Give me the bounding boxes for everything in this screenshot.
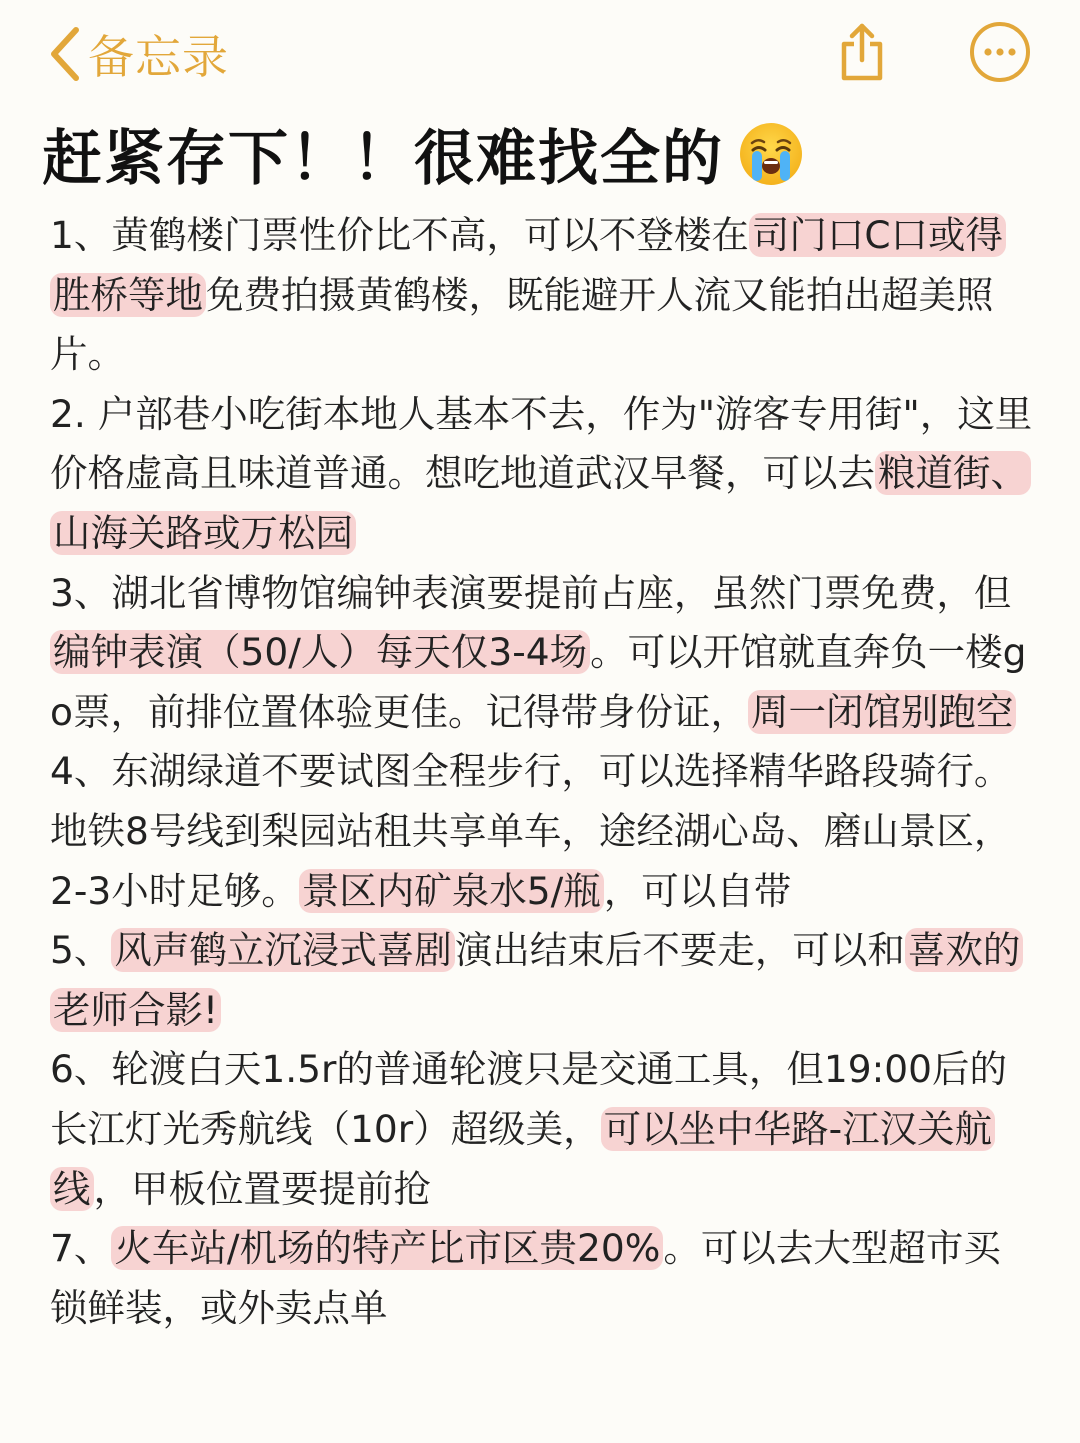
back-button[interactable] (48, 22, 229, 86)
note-text: 演出结束后不要走，可以和 (454, 928, 905, 973)
note-item (50, 385, 1035, 564)
back-label: 备忘录 (88, 30, 229, 84)
note-text: 湖北省博物馆编钟表演要提前占座，虽然门票免费，但 (111, 570, 1012, 615)
note-text: ，可以自带 (603, 868, 792, 913)
note-item-number: 4、 (50, 749, 112, 794)
navigation-bar (0, 0, 1080, 110)
note-text: 东湖绿道不要试图全程步行，可以选择精华路段骑行。地铁8号线到梨园站租共享单车，途经湖心岛、磨山景区，2-3小时足够。 (50, 749, 1012, 913)
share-button[interactable] (830, 20, 894, 84)
note-item (50, 564, 1035, 743)
note-text: ，甲板位置要提前抢 (93, 1166, 431, 1211)
more-button[interactable] (968, 20, 1032, 84)
note-text: 轮渡白天1.5r的普通轮渡只是交通工具，但19:00后的长江灯光秀航线（10r）超级美， (50, 1047, 1007, 1151)
note-item (50, 921, 1035, 1040)
note-text: 黄鹤楼门票性价比不高，可以不登楼在 (111, 213, 749, 257)
note-item-number: 3、 (50, 570, 112, 615)
note-title (42, 112, 1042, 196)
chevron-left-icon (48, 26, 82, 82)
highlighted-text: 可以坐中华路-江汉关航线 (50, 1107, 995, 1211)
highlighted-text: 编钟表演（50/人）每天仅3-4场 (50, 630, 590, 674)
more-icon (968, 20, 1032, 84)
note-text: 免费拍摄黄鹤楼，既能避开人流又能拍出超美照片。 (50, 272, 994, 377)
highlighted-text: 喜欢的老师合影! (50, 928, 1023, 1032)
crying-face-emoji-icon (738, 121, 804, 187)
note-item-number: 2. (50, 391, 98, 436)
note-body[interactable] (50, 206, 1035, 1338)
highlighted-text: 粮道街、山海关路或万松园 (50, 451, 1031, 555)
note-title-text: 赶紧存下！！很难找全的 (42, 124, 724, 194)
note-item (50, 1040, 1035, 1219)
highlighted-text: 司门口C口或得胜桥等地 (50, 213, 1006, 317)
note-item-number: 5、 (50, 928, 112, 973)
note-item-number: 7、 (50, 1226, 112, 1271)
note-item (50, 1219, 1035, 1338)
note-item-number: 6、 (50, 1047, 112, 1092)
note-text: 。可以开馆就直奔负一楼go票，前排位置体验更佳。记得带身份证， (50, 630, 1027, 734)
note-text: 。可以去大型超市买锁鲜装，或外卖点单 (50, 1226, 1001, 1330)
note-item (50, 206, 1035, 385)
highlighted-text: 火车站/机场的特产比市区贵20% (111, 1226, 663, 1270)
note-item-number: 1、 (50, 213, 112, 257)
highlighted-text: 景区内矿泉水5/瓶 (299, 869, 604, 913)
highlighted-text: 风声鹤立沉浸式喜剧 (111, 928, 455, 972)
note-item (50, 742, 1035, 921)
note-text: 户部巷小吃街本地人基本不去，作为"游客专用街"，这里价格虚高且味道普通。想吃地道武汉早餐，可以去 (50, 391, 1033, 496)
highlighted-text: 周一闭馆别跑空 (748, 690, 1017, 734)
share-icon (830, 20, 894, 84)
